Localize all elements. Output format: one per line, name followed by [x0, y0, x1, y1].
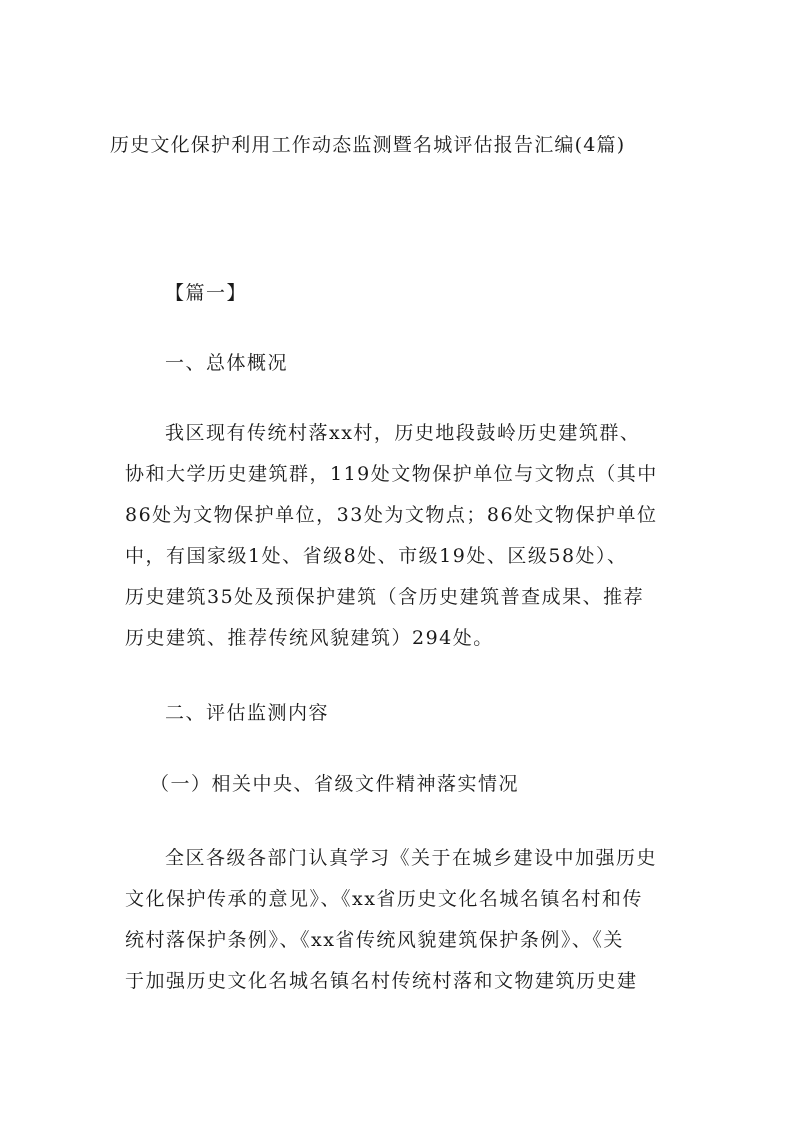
paragraph-line: 中，有国家级1处、省级8处、市级19处、区级58处）、 [125, 545, 628, 567]
document-title: 历史文化保护利用工作动态监测暨名城评估报告汇编(4篇) [110, 134, 626, 156]
paragraph-line: 于加强历史文化名城名镇名村传统村落和文物建筑历史建 [125, 970, 638, 992]
paragraph-line: 我区现有传统村落xx村，历史地段鼓岭历史建筑群、 [165, 422, 641, 444]
paragraph-line: 文化保护传承的意见》、《xx省历史文化名城名镇名村和传 [125, 888, 643, 910]
paragraph-line: 历史建筑、推荐传统风貌建筑）294处。 [125, 627, 494, 649]
section-heading-overview: 一、总体概况 [165, 352, 289, 374]
paragraph-line: 统村落保护条例》、《xx省传统风貌建筑保护条例》、《关 [125, 929, 624, 951]
paragraph-line: 全区各级各部门认真学习《关于在城乡建设中加强历史 [165, 847, 658, 869]
subsection-heading: （一）相关中央、省级文件精神落实情况 [150, 773, 520, 795]
paragraph-line: 协和大学历史建筑群，119处文物保护单位与文物点（其中 [125, 463, 658, 485]
section-heading-evaluation: 二、评估监测内容 [165, 702, 330, 724]
paragraph-line: 86处为文物保护单位，33处为文物点；86处文物保护单位 [125, 504, 658, 526]
paragraph-line: 历史建筑35处及预保护建筑（含历史建筑普查成果、推荐 [125, 586, 645, 608]
chapter-label: 【篇一】 [165, 282, 248, 304]
